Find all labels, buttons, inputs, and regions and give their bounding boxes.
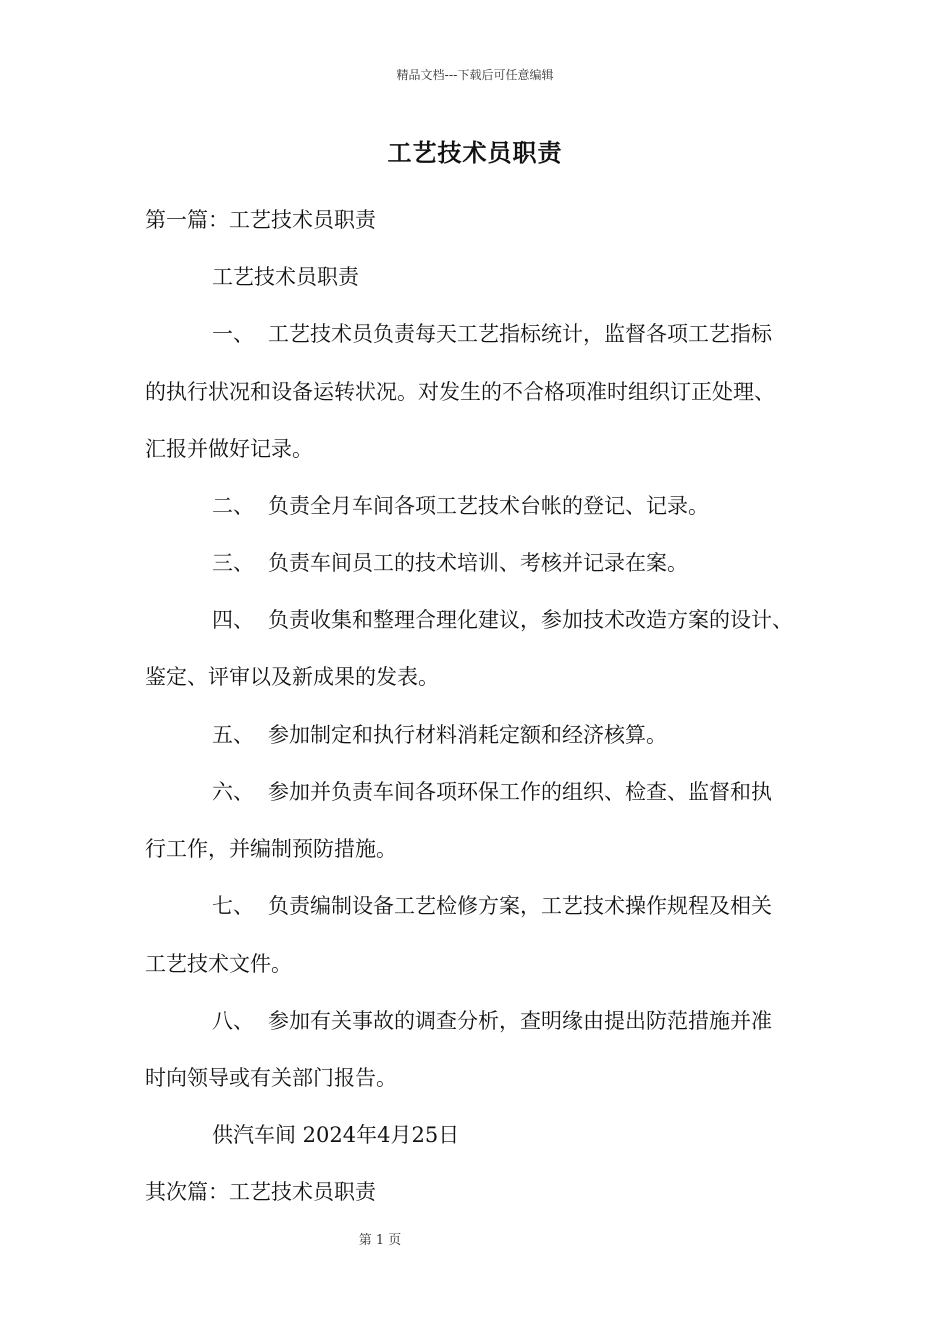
item-1-text-line-3: 汇报并做好记录。 <box>145 437 313 461</box>
item-4-text-line-1: 负责收集和整理合理化建议，参加技术改造方案的设计、 <box>268 608 793 632</box>
item-8-text-line-2: 时向领导或有关部门报告。 <box>145 1066 397 1090</box>
item-3-number: 三、 <box>212 551 254 575</box>
section-1-subtitle: 工艺技术员职责 <box>212 265 359 289</box>
item-4-text-line-2: 鉴定、评审以及新成果的发表。 <box>145 665 439 689</box>
item-2-text-line-1: 负责全月车间各项工艺技术台帐的登记、记录。 <box>268 494 709 518</box>
item-7-text-line-2: 工艺技术文件。 <box>145 952 292 976</box>
item-4-number: 四、 <box>212 608 254 632</box>
item-1 <box>212 322 772 347</box>
item-8 <box>212 1009 772 1034</box>
item-1-text-line-2: 的执行状况和设备运转状况。对发生的不合格项准时组织订正处理、 <box>145 380 775 404</box>
item-5-number: 五、 <box>212 723 254 747</box>
section-2-heading: 其次篇：工艺技术员职责 <box>145 1180 376 1204</box>
item-7-text-line-1: 负责编制设备工艺检修方案，工艺技术操作规程及相关 <box>268 894 772 918</box>
item-1-number: 一、 <box>212 322 254 346</box>
header-note: 精品文档---下载后可任意编辑 <box>396 68 554 82</box>
item-5 <box>212 723 667 748</box>
item-5-text-line-1: 参加制定和执行材料消耗定额和经济核算。 <box>268 723 667 747</box>
item-8-number: 八、 <box>212 1009 254 1033</box>
item-6-text-line-2: 行工作，并编制预防措施。 <box>145 837 397 861</box>
section-1-heading: 第一篇：工艺技术员职责 <box>145 208 376 232</box>
page-number-footer: 第 1 页 <box>358 1233 402 1248</box>
item-3-text-line-1: 负责车间员工的技术培训、考核并记录在案。 <box>268 551 688 575</box>
item-2-number: 二、 <box>212 494 254 518</box>
item-6-number: 六、 <box>212 780 254 804</box>
item-3 <box>212 551 688 576</box>
item-2 <box>212 494 709 519</box>
signature-line: 供汽车间 2024年4月25日 <box>212 1123 460 1147</box>
item-8-text-line-1: 参加有关事故的调查分析，查明缘由提出防范措施并准 <box>268 1009 772 1033</box>
document-title: 工艺技术员职责 <box>387 138 563 167</box>
item-6-text-line-1: 参加并负责车间各项环保工作的组织、检查、监督和执 <box>268 780 772 804</box>
item-4 <box>212 608 793 633</box>
item-6 <box>212 780 772 805</box>
item-7-number: 七、 <box>212 894 254 918</box>
item-1-text-line-1: 工艺技术员负责每天工艺指标统计，监督各项工艺指标 <box>268 322 772 346</box>
item-7 <box>212 894 772 919</box>
